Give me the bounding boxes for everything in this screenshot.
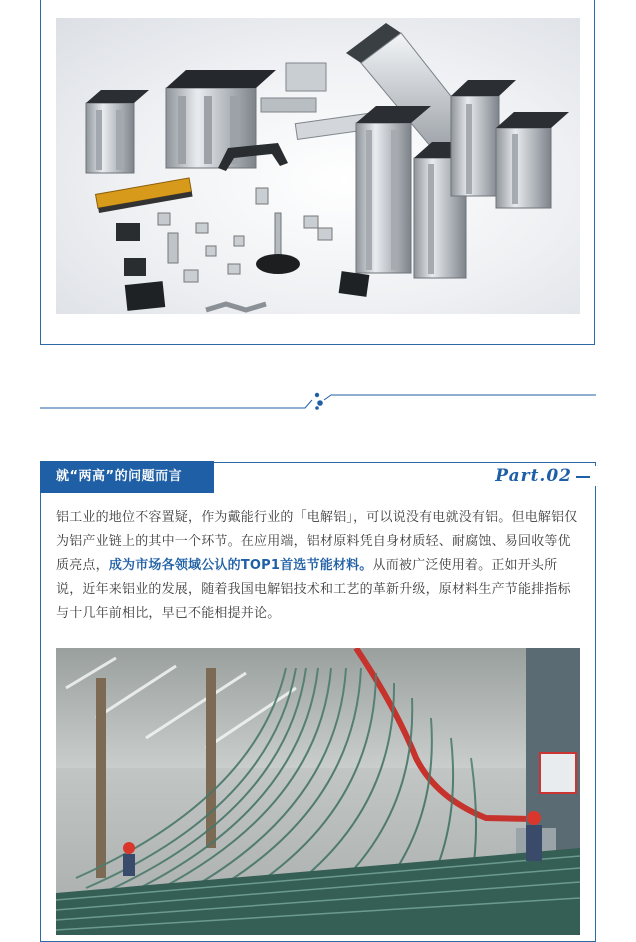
section-title: 就“两高”的问题而言: [40, 461, 214, 493]
paragraph-text-before: 铝工业的地位不容置疑，作为戴能行业的「电解铝」，可以说没有电就没有铝。但电解铝仅为铝产业链上的其中一个环节。在应用端，铝材原料凭自身材质轻、耐腐蚀、易回收等优质亮点，: [56, 510, 578, 573]
aluminum-profiles-photo: [56, 18, 580, 314]
cross-profiles: [356, 80, 569, 278]
paragraph-text-after: 从而被广泛使用着。正如开头所说，近年来铝业的发展，随着我国电解铝技术和工艺的革新升级，原材料生产节能排指标与十几年前相比，早已不能相提并论。: [56, 558, 571, 621]
part-label-dash: [576, 476, 590, 478]
body-paragraph: [56, 506, 582, 626]
profile-left: [86, 90, 149, 173]
part-label-text: Part.02: [495, 466, 572, 486]
paragraph-highlight: 成为市场各领域公认的TOP1首选节能材料。: [108, 558, 373, 573]
aluminum-production-line-photo: [56, 648, 580, 935]
section-divider: [40, 386, 596, 416]
part-label: [487, 466, 596, 486]
